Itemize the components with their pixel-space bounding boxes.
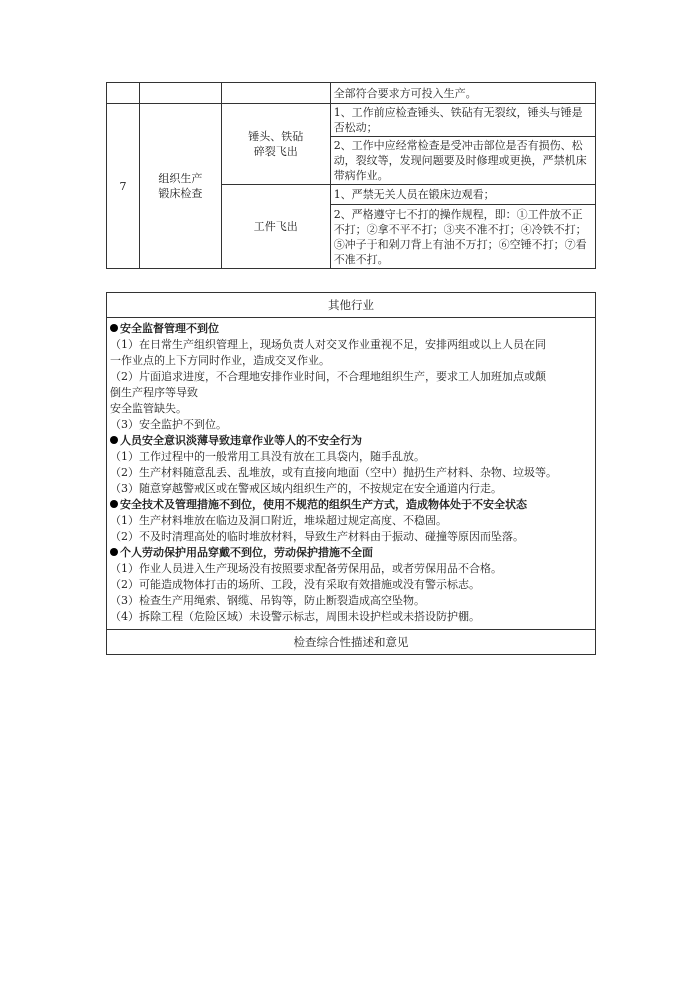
- list-item: （2）不及时清理高处的临时堆放材料，导致生产材料由于振动、碰撞等原因而坠落。: [110, 530, 524, 543]
- hazard-name: 工件飞出: [221, 185, 330, 269]
- table-row: [107, 318, 596, 630]
- list-item: 安全监管缺失。: [110, 402, 187, 415]
- item-category: 组织生产锻床检查: [139, 104, 221, 269]
- other-industries-table: [106, 292, 596, 655]
- measure-cell: 1、工作前应检查锤头、铁砧有无裂纹，锤头与锤是否松动；: [330, 104, 595, 137]
- measure-cell: 全部符合要求方可投入生产。: [330, 83, 595, 104]
- list-item: （1）工作过程中的一般常用工具没有放在工具袋内，随手乱放。: [110, 450, 425, 463]
- measure-cell: 1、严禁无关人员在锻床边观看；: [330, 185, 595, 205]
- section-heading: 人员安全意识淡薄导致违章作业等人的不安全行为: [110, 433, 593, 449]
- table-row: [107, 83, 596, 104]
- list-item: 一作业点的上下方同时作业，造成交叉作业。: [110, 354, 330, 367]
- measure-cell: 2、工作中应经常检查是受冲击部位是否有损伤、松动，裂纹等，发现问题要及时修理或更换，严禁机床带病作业。: [330, 137, 595, 185]
- bullet-icon: [110, 500, 118, 508]
- section-heading: 安全技术及管理措施不到位，使用不规范的组织生产方式，造成物体处于不安全状态: [110, 497, 593, 513]
- item-number: 7: [107, 104, 140, 269]
- list-item: （2）可能造成物体打击的场所、工段，没有采取有效措施或没有警示标志。: [110, 578, 480, 591]
- bullet-icon: [110, 436, 118, 444]
- bullet-icon: [110, 324, 118, 332]
- list-item: （3）安全监护不到位。: [110, 418, 227, 431]
- table-row: [107, 630, 596, 655]
- inspection-table: [106, 82, 596, 269]
- table-row: [107, 104, 596, 137]
- section-heading: 个人劳动保护用品穿戴不到位，劳动保护措施不全面: [110, 545, 593, 561]
- list-item: （2）片面追求进度，不合理地安排作业时间，不合理地组织生产，要求工人加班加点或颠: [110, 370, 546, 383]
- list-item: （1）在日常生产组织管理上，现场负责人对交叉作业重视不足，安排两组或以上人员在同: [110, 338, 546, 351]
- list-item: （1）生产材料堆放在临边及洞口附近，堆垛超过规定高度、不稳固。: [110, 514, 447, 527]
- list-item: （4）拆除工程（危险区域）未设警示标志，周围未设护栏或未搭设防护棚。: [110, 610, 480, 623]
- list-item: （1）作业人员进入生产现场没有按照要求配备劳保用品，或者劳保用品不合格。: [110, 562, 502, 575]
- section-header: 其他行业: [107, 293, 596, 318]
- list-item: 倒生产程序等导致: [110, 386, 198, 399]
- list-item: （3）随意穿越警戒区或在警戒区域内组织生产的，不按规定在安全通道内行走。: [110, 482, 502, 495]
- hazard-name: 锤头、铁砧碎裂飞出: [221, 104, 330, 185]
- measure-cell: 2、严格遵守七不打的操作规程，即：①工件放不正不打；②拿不平不打；③夹不准不打；④冷铁不打；⑤冲子于和剁刀背上有油不万打；⑥空锤不打；⑦看不准不打。: [330, 205, 595, 269]
- list-item: （2）生产材料随意乱丢、乱堆放，或有直接向地面（空中）抛扔生产材料、杂物、垃圾等。: [110, 466, 557, 479]
- list-item: （3）检查生产用绳索、钢缆、吊钩等，防止断裂造成高空坠物。: [110, 594, 425, 607]
- table-row: [107, 293, 596, 318]
- summary-header: 检查综合性描述和意见: [107, 630, 596, 655]
- hazard-list: [107, 318, 596, 630]
- bullet-icon: [110, 548, 118, 556]
- section-heading: 安全监督管理不到位: [110, 321, 593, 337]
